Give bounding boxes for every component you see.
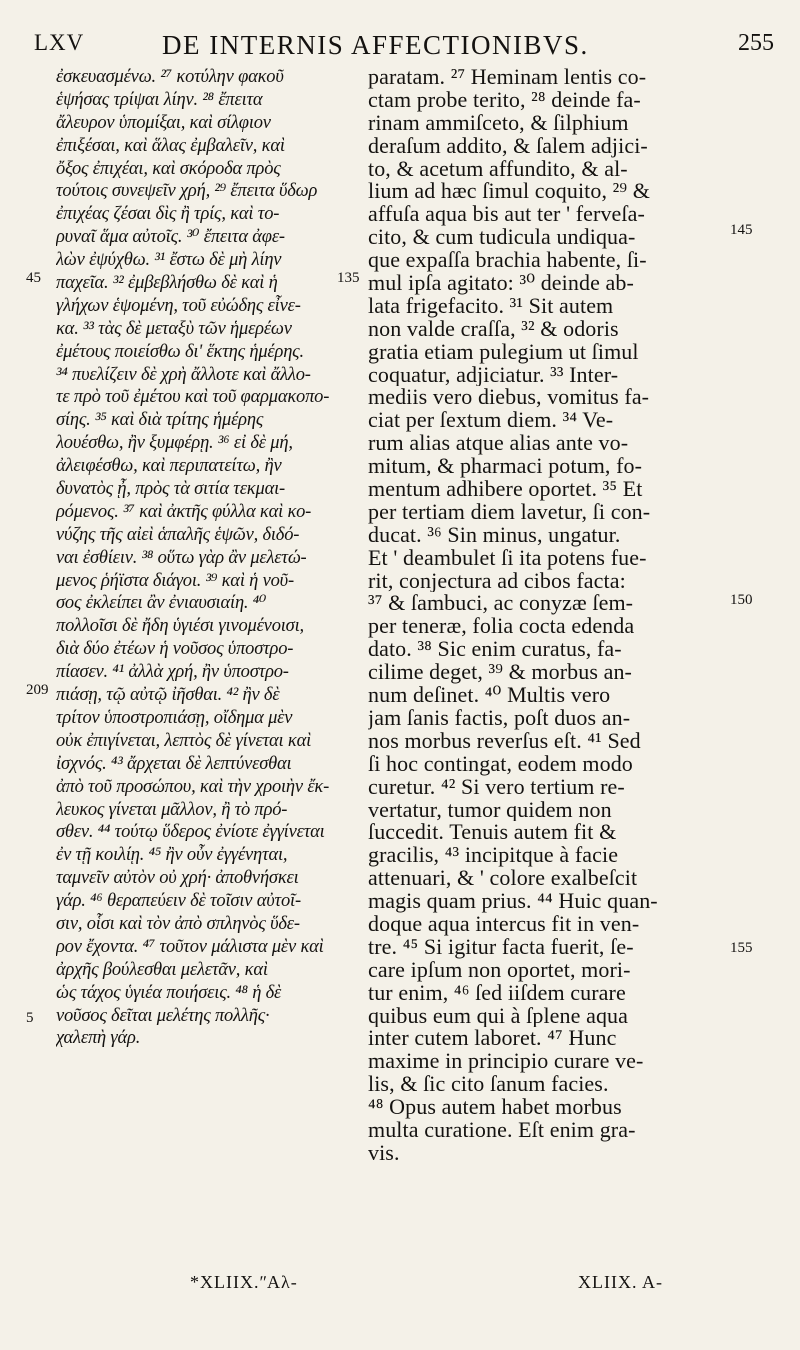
- greek-text-line: πιάσῃ, τῷ αὐτῷ ἰῆσθαι. ⁴² ἢν δὲ: [56, 685, 280, 706]
- greek-text-line: σιν, οἷσι καὶ τὸν ἀπὸ σπληνὸς ὕδε-: [56, 913, 300, 934]
- greek-text-line: λευκος γίνεται μᾶλλον, ἢ τὸ πρό-: [56, 799, 288, 820]
- latin-text-line: ⁴⁸ Opus autem habet morbus: [368, 1096, 622, 1119]
- greek-text-line: τε πρὸ τοῦ ἐμέτου καὶ τοῦ φαρμακοπο-: [56, 387, 330, 408]
- latin-text-line: ciat per ſextum diem. ³⁴ Ve-: [368, 409, 614, 433]
- greek-text-line: πολλοῖσι δὲ ἤδη ὑγιέσι γινομένοισι,: [56, 616, 304, 637]
- latin-text-line: vertatur, tumor quidem non: [368, 798, 612, 822]
- latin-text-line: coquatur, adjiciatur. ³³ Inter-: [368, 363, 619, 387]
- greek-text-line: οὐκ ἐπιγίνεται, λεπτὸς δὲ γίνεται καὶ: [56, 730, 312, 751]
- latin-text-line: mediis vero diebus, vomitus fa-: [368, 386, 650, 410]
- latin-text-line: multa curatione. Eſt enim gra-: [368, 1118, 636, 1142]
- greek-text-line: γάρ. ⁴⁶ θεραπεύειν δὲ τοῖσιν αὐτοῖ-: [56, 891, 301, 912]
- greek-text-line: ἄλευρον ὑπομίξαι, καὶ σίλφιον: [56, 112, 271, 133]
- greek-text-line: ἀλειφέσθω, καὶ περιπατείτω, ἢν: [56, 456, 282, 477]
- latin-text-line: cito, & cum tudicula undiqua-: [368, 226, 636, 250]
- latin-text-column: [368, 66, 726, 1165]
- greek-text-line: ἐμέτους ποιείσθω δι' ἕκτης ἡμέρης.: [56, 341, 304, 362]
- latin-text-line: ſi hoc contingat, eodem modo: [368, 752, 633, 776]
- latin-text-line: rinam ammiſceto, & ſilphium: [368, 111, 629, 135]
- greek-text-line: νύζης τῆς αἰεὶ ἁπαλῆς ἑψῶν, διδό-: [56, 524, 300, 545]
- catchword-right: XLIIX. A-: [578, 1272, 663, 1292]
- line-number-marker: 45: [26, 270, 41, 286]
- latin-text-line: curetur. ⁴² Si vero tertium re-: [368, 775, 625, 799]
- latin-text-line: per tertiam diem lavetur, ſi con-: [368, 500, 651, 524]
- page-header: [34, 30, 774, 70]
- greek-text-line: ἰσχνός. ⁴³ ἄρχεται δὲ λεπτύνεσθαι: [56, 753, 292, 774]
- greek-text-line: παχεῖα. ³² ἐμβεβλήσθω δὲ καὶ ἡ: [56, 273, 278, 294]
- greek-text-line: λὼν ἐψύχθω. ³¹ ἔστω δὲ μὴ λίην: [56, 250, 282, 271]
- latin-text-line: attenuari, & ' colore exalbeſcit: [368, 867, 638, 891]
- latin-text-line: num deſinet. ⁴⁰ Multis vero: [368, 684, 611, 707]
- latin-text-line: que expaſſa brachia habente, ſi-: [368, 249, 647, 273]
- latin-text-line: mul ipſa agitato: ³⁰ deinde ab-: [368, 272, 634, 295]
- greek-text-line: ρυναῖ ἅμα αὐτοῖς. ³⁰ ἔπειτα ἀφε-: [56, 227, 285, 248]
- latin-text-line: affuſa aqua bis aut ter ' ferveſa-: [368, 203, 645, 227]
- latin-text-line: ³⁷ & ſambuci, ac conyzæ ſem-: [368, 592, 634, 616]
- greek-text-line: ἀρχῆς βούλεσθαι μελετᾶν, καὶ: [56, 959, 268, 980]
- page-number: 255: [738, 30, 774, 56]
- latin-text-line: lium ad hæc ſimul coquito, ²⁹ &: [368, 180, 650, 204]
- section-number: LXV: [34, 30, 85, 55]
- latin-text-line: vis.: [368, 1141, 400, 1165]
- greek-text-line: ὡς τάχος ὑγιέα ποιήσεις. ⁴⁸ ἡ δὲ: [56, 982, 282, 1003]
- greek-text-line: λουέσθω, ἢν ξυμφέρῃ. ³⁶ εἰ δὲ μή,: [56, 433, 293, 454]
- latin-text-line: mentum adhibere oportet. ³⁵ Et: [368, 478, 643, 501]
- greek-text-line: ἑψήσας τρίψαι λίην. ²⁸ ἔπειτα: [56, 89, 263, 110]
- latin-text-line: nos morbus reverſus eſt. ⁴¹ Sed: [368, 729, 641, 753]
- greek-text-line: ἐσκευασμένω. ²⁷ κοτύλην φακοῦ: [56, 67, 284, 87]
- greek-text-line: ταμνεῖν αὐτὸν οὐ χρή· ἀποθνήσκει: [56, 868, 299, 889]
- latin-text-line: non valde craſſa, ³² & odoris: [368, 317, 619, 341]
- latin-text-line: dato. ³⁸ Sic enim curatus, fa-: [368, 638, 622, 662]
- greek-text-line: σος ἐκλείπει ἂν ἐνιαυσιαίη. ⁴⁰: [56, 593, 267, 614]
- latin-text-line: ſuccedit. Tenuis autem fit &: [368, 821, 617, 845]
- greek-text-column: [56, 66, 356, 1050]
- greek-text-line: σθεν. ⁴⁴ τούτῳ ὕδερος ἐνίοτε ἐγγίνεται: [56, 822, 325, 843]
- greek-text-line: ρόμενος. ³⁷ καὶ ἀκτῆς φύλλα καὶ κο-: [56, 501, 312, 522]
- latin-text-line: gracilis, ⁴³ incipitque à facie: [368, 844, 619, 868]
- line-number-marker: 145: [730, 222, 753, 238]
- greek-text-line: ρον ἔχοντα. ⁴⁷ τοῦτον μάλιστα μὲν καὶ: [56, 936, 324, 957]
- latin-text-line: gratia etiam pulegium ut ſimul: [368, 340, 639, 364]
- line-number-marker: 135: [337, 270, 360, 286]
- latin-text-line: lata frigefacito. ³¹ Sit autem: [368, 294, 614, 318]
- latin-text-line: mitum, & pharmaci potum, fo-: [368, 455, 643, 479]
- latin-text-line: ducat. ³⁶ Sin minus, ungatur.: [368, 523, 621, 547]
- latin-text-line: to, & acetum affundito, & al-: [368, 157, 628, 181]
- latin-text-line: inter cutem laboret. ⁴⁷ Hunc: [368, 1027, 617, 1051]
- latin-text-line: rit, conjectura ad cibos facta:: [368, 569, 626, 593]
- running-title: DE INTERNIS AFFECTIONIBVS.: [162, 30, 589, 60]
- greek-text-line: δυνατὸς ᾖ, πρὸς τὰ σιτία τεκμαι-: [56, 479, 285, 500]
- greek-text-line: ³⁴ πυελίζειν δὲ χρὴ ἄλλοτε καὶ ἄλλο-: [56, 364, 311, 385]
- greek-text-line: τούτοις συνεψεῖν χρή, ²⁹ ἔπειτα ὕδωρ: [56, 181, 318, 202]
- latin-text-line: cilime deget, ³⁹ & morbus an-: [368, 661, 632, 685]
- latin-text-line: maxime in principio curare ve-: [368, 1050, 644, 1074]
- latin-text-line: tre. ⁴⁵ Si igitur facta fuerit, ſe-: [368, 935, 634, 959]
- latin-text-line: rum alias atque alias ante vo-: [368, 432, 629, 456]
- greek-text-line: μενος ῥήϊστα διάγοι. ³⁹ καὶ ἡ νοῦ-: [56, 570, 294, 591]
- greek-text-line: ὄξος ἐπιχέαι, καὶ σκόροδα πρὸς: [56, 158, 281, 179]
- greek-text-line: διὰ δύο ἐτέων ἡ νοῦσος ὑποστρο-: [56, 639, 294, 660]
- greek-text-line: γλήχων ἑψομένη, τοῦ εὐώδης εἶνε-: [56, 295, 301, 316]
- line-number-marker: 150: [730, 592, 753, 608]
- latin-text-line: Et ' deambulet ſi ita potens fue-: [368, 546, 647, 570]
- latin-text-line: magis quam prius. ⁴⁴ Huic quan-: [368, 890, 658, 913]
- greek-text-line: σίης. ³⁵ καὶ διὰ τρίτης ἡμέρης: [56, 410, 264, 431]
- line-number-marker: 209: [26, 682, 49, 698]
- greek-text-line: ἐν τῇ κοιλίῃ. ⁴⁵ ἢν οὖν ἐγγένηται,: [56, 845, 288, 866]
- latin-text-line: jam ſanis factis, poſt duos an-: [368, 706, 631, 730]
- greek-text-line: κα. ³³ τὰς δὲ μεταξὺ τῶν ἡμερέων: [56, 318, 292, 339]
- latin-text-line: tur enim, ⁴⁶ ſed iiſdem curare: [368, 981, 626, 1005]
- greek-text-line: χαλεπὴ γάρ.: [56, 1028, 141, 1049]
- latin-text-line: deraſum addito, & ſalem adjici-: [368, 134, 648, 158]
- greek-text-line: ἐπιξέσαι, καὶ ἅλας ἐμβαλεῖν, καὶ: [56, 135, 285, 156]
- line-number-marker: 155: [730, 940, 753, 956]
- greek-text-line: ἀπὸ τοῦ προσώπου, καὶ τὴν χροιὴν ἔκ-: [56, 776, 330, 797]
- latin-text-line: doque aqua intercus fit in ven-: [368, 912, 640, 936]
- greek-text-line: τρίτον ὑποστροπιάσῃ, οἴδημα μὲν: [56, 707, 293, 728]
- latin-text-line: ctam probe terito, ²⁸ deinde fa-: [368, 88, 641, 112]
- catchword-left: *XLIIX.ʺΑλ-: [190, 1272, 298, 1292]
- latin-text-line: care ipſum non oportet, mori-: [368, 958, 631, 982]
- greek-text-line: νοῦσος δεῖται μελέτης πολλῆς·: [56, 1005, 270, 1026]
- greek-text-line: ἐπιχέας ζέσαι δὶς ἢ τρίς, καὶ το-: [56, 204, 280, 225]
- latin-text-line: lis, & ſic cito ſanum facies.: [368, 1073, 609, 1097]
- latin-text-line: per teneræ, folia cocta edenda: [368, 615, 635, 639]
- greek-text-line: πίασεν. ⁴¹ ἀλλὰ χρή, ἢν ὑποστρο-: [56, 662, 289, 683]
- latin-text-line: paratam. ²⁷ Heminam lentis co-: [368, 66, 647, 89]
- latin-text-line: quibus eum qui à ſplene aqua: [368, 1004, 629, 1028]
- greek-text-line: ναι ἐσθίειν. ³⁸ οὕτω γὰρ ἂν μελετώ-: [56, 547, 307, 568]
- line-number-marker: 5: [26, 1010, 34, 1026]
